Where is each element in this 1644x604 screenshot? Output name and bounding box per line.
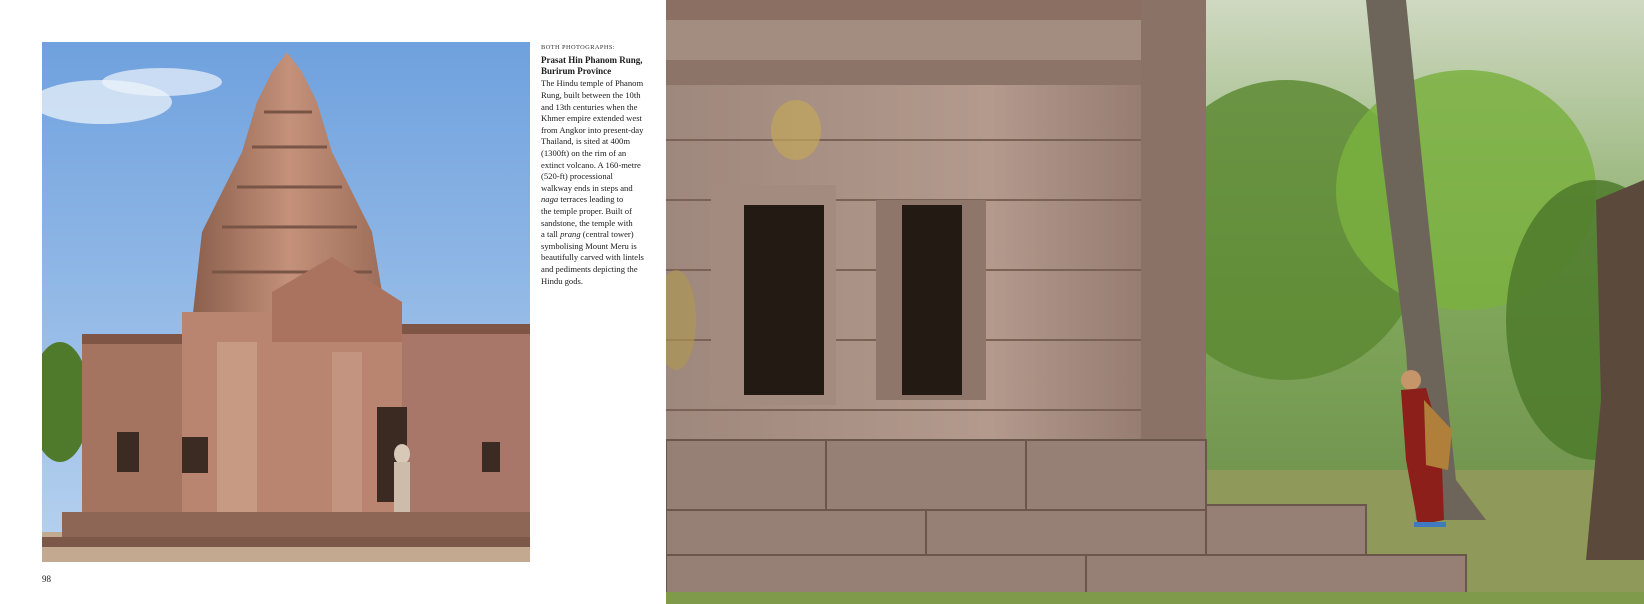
temple-illustration (42, 42, 530, 562)
caption-line: (520-ft) processional (541, 171, 613, 182)
caption-text: (central tower) (580, 229, 634, 240)
caption-text: a tall (541, 229, 561, 240)
left-page (0, 0, 666, 604)
caption-headline (541, 55, 659, 78)
caption-line (541, 194, 659, 206)
caption-headline-line: Burirum Province (541, 66, 612, 76)
caption-line: sandstone, the temple with (541, 217, 633, 228)
caption-italic: naga (541, 194, 559, 205)
caption-line: and 13th centuries when the (541, 101, 638, 112)
caption-line: the temple proper. Built of (541, 205, 632, 216)
caption-line (541, 229, 659, 241)
temple-photo-right (666, 0, 1644, 604)
caption-headline-line: Prasat Hin Phanom Rung, (541, 54, 643, 65)
caption-line: (1300ft) on the rim of an (541, 147, 627, 158)
caption-line: walkway ends in steps and (541, 182, 633, 193)
caption-line: symbolising Mount Meru is (541, 240, 637, 251)
temple-monk-illustration (666, 0, 1644, 604)
caption-body (541, 78, 659, 287)
caption-line: Rung, built between the 10th (541, 90, 641, 100)
temple-photo-left (42, 42, 530, 562)
caption-line: Thailand, is sited at 400m (541, 136, 631, 147)
caption-line: and pediments depicting the (541, 263, 638, 274)
caption-text: terraces leading to (558, 194, 624, 205)
caption-line: beautifully carved with lintels (541, 252, 644, 263)
caption-line: The Hindu temple of Phanom (541, 78, 644, 89)
caption-line: from Angkor into present-day (541, 124, 644, 135)
caption-line: Khmer empire extended west (541, 113, 642, 124)
caption-line: Hindu gods. (541, 275, 584, 286)
photo-caption (541, 42, 659, 287)
caption-kicker: BOTH PHOTOGRAPHS: (541, 44, 615, 51)
caption-italic: prang (560, 229, 581, 240)
page-number: 98 (42, 574, 51, 584)
caption-line: extinct volcano. A 160-metre (541, 159, 641, 170)
